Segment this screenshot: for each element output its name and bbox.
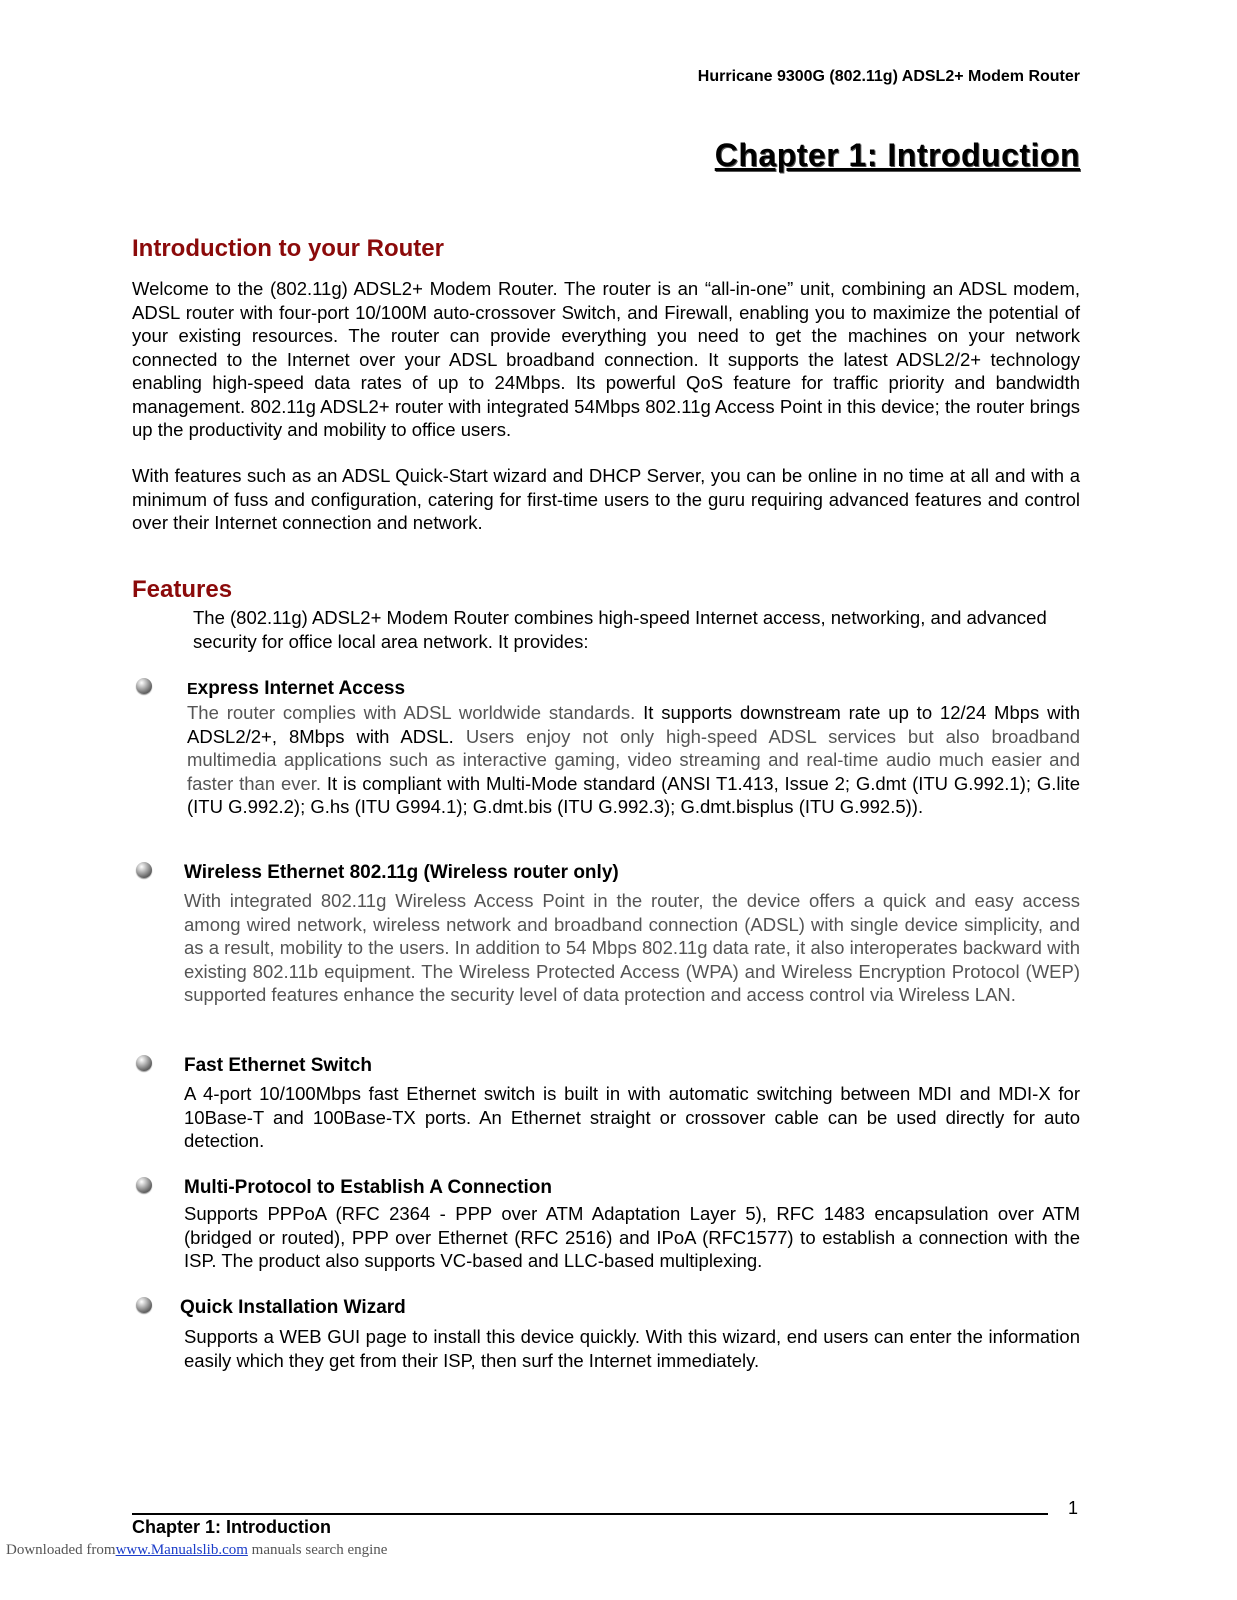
feature-title-quick-installation-wizard: Quick Installation Wizard bbox=[180, 1297, 406, 1318]
feature-title-rest: xpress Internet Access bbox=[197, 678, 406, 699]
feature-desc-express-internet-access bbox=[187, 701, 1080, 819]
feature-desc-quick-installation-wizard: Supports a WEB GUI page to install this device quickly. With this wizard, end users can enter the information easily which they get from their ISP, then surf the Internet immediately. bbox=[184, 1326, 1080, 1371]
features-heading: Features bbox=[132, 576, 233, 603]
feature-title-fast-ethernet-switch: Fast Ethernet Switch bbox=[184, 1055, 372, 1076]
chapter-title: Chapter 1: Introduction bbox=[714, 137, 1080, 173]
feature-title-initial: E bbox=[187, 681, 198, 698]
manualslib-link[interactable]: www.Manualslib.com bbox=[115, 1542, 248, 1558]
bullet-sphere-icon bbox=[136, 1055, 152, 1071]
footer-divider bbox=[132, 1513, 1048, 1515]
feature-desc-wireless-ethernet: With integrated 802.11g Wireless Access Point in the router, the device offers a quick and easy access among wired network, wireless network and broadband connection (ADSL) with single device simplicity, and as a result, mobility to the users. In addition to 54 Mbps 802.11g data rate, it also interoperates backward with existing 802.11b equipment. The Wireless Protected Access (WPA) and Wireless Encryption Protocol (WEP) supported features enhance the security level of data protection and access control via Wireless LAN. bbox=[184, 890, 1080, 1005]
bullet-sphere-icon bbox=[136, 678, 152, 694]
feature-desc-multi-protocol: Supports PPPoA (RFC 2364 - PPP over ATM Adaptation Layer 5), RFC 1483 encapsulation over ATM (bridged or routed), PPP over Ethernet (RFC 2516) and IPoA (RFC1577) to establish a connection with the ISP. The product also supports VC-based and LLC-based multiplexing. bbox=[184, 1203, 1080, 1271]
running-header: Hurricane 9300G (802.11g) ADSL2+ Modem Router bbox=[697, 68, 1080, 85]
bullet-sphere-icon bbox=[136, 1297, 152, 1313]
feature-title-express-internet-access bbox=[187, 678, 405, 700]
download-suffix: manuals search engine bbox=[247, 1542, 388, 1558]
intro-paragraph-2: With features such as an ADSL Quick-Start wizard and DHCP Server, you can be online in no time at all and with a minimum of fuss and configuration, catering for first-time users to the guru requiring advanced features and control over their Internet connection and network. bbox=[132, 465, 1080, 533]
feature-desc-part: Users enjoy not only high-speed ADSL services but also broadband multimedia applications such as interactive gaming, video streaming and real-time audio much easier and faster than ever. bbox=[187, 725, 1081, 794]
feature-desc-part: The router complies with ADSL worldwide standards. bbox=[187, 702, 636, 723]
feature-desc-part: It is compliant with Multi-Mode standard (ANSI T1.413, Issue 2; G.dmt (ITU G.992.1); G.lite (ITU G.992.2); G.hs (ITU G994.1); G.dmt.bis (ITU G.992.3); G.dmt.bisplus (ITU G.992.5)). bbox=[187, 772, 1081, 817]
page-number: 1 bbox=[1068, 1498, 1079, 1518]
download-prefix: Downloaded from bbox=[6, 1542, 116, 1558]
feature-title-multi-protocol: Multi-Protocol to Establish A Connection bbox=[184, 1177, 553, 1198]
bullet-sphere-icon bbox=[136, 862, 152, 878]
bullet-sphere-icon bbox=[136, 1177, 152, 1193]
intro-paragraph-1: Welcome to the (802.11g) ADSL2+ Modem Router. The router is an “all-in-one” unit, combining an ADSL modem, ADSL router with four-port 10/100M auto-crossover Switch, and Firewall, enabling you to maximize the potential of your existing resources. The router can provide everything you need to get the machines on your network connected to the Internet over your ADSL broadband connection. It supports the latest ADSL2/2+ technology enabling high-speed data rates of up to 24Mbps. Its powerful QoS feature for traffic priority and bandwidth management. 802.11g ADSL2+ router with integrated 54Mbps 802.11g Access Point in this device; the router brings up the productivity and mobility to office users. bbox=[132, 278, 1080, 440]
features-lead: The (802.11g) ADSL2+ Modem Router combines high-speed Internet access, networking, and advanced security for office local area network. It provides: bbox=[193, 607, 1047, 652]
feature-desc-fast-ethernet-switch: A 4-port 10/100Mbps fast Ethernet switch is built in with automatic switching between MDI and MDI-X for 10Base-T and 100Base-TX ports. An Ethernet straight or crossover cable can be used directly for auto detection. bbox=[184, 1083, 1080, 1151]
download-notice bbox=[6, 1542, 387, 1559]
intro-heading: Introduction to your Router bbox=[132, 235, 444, 262]
feature-title-wireless-ethernet: Wireless Ethernet 802.11g (Wireless router only) bbox=[184, 862, 619, 883]
footer-chapter-label: Chapter 1: Introduction bbox=[132, 1517, 331, 1537]
feature-desc-part: It supports downstream rate up to 12/24 Mbps with ADSL2/2+, 8Mbps with ADSL. bbox=[187, 702, 1081, 747]
